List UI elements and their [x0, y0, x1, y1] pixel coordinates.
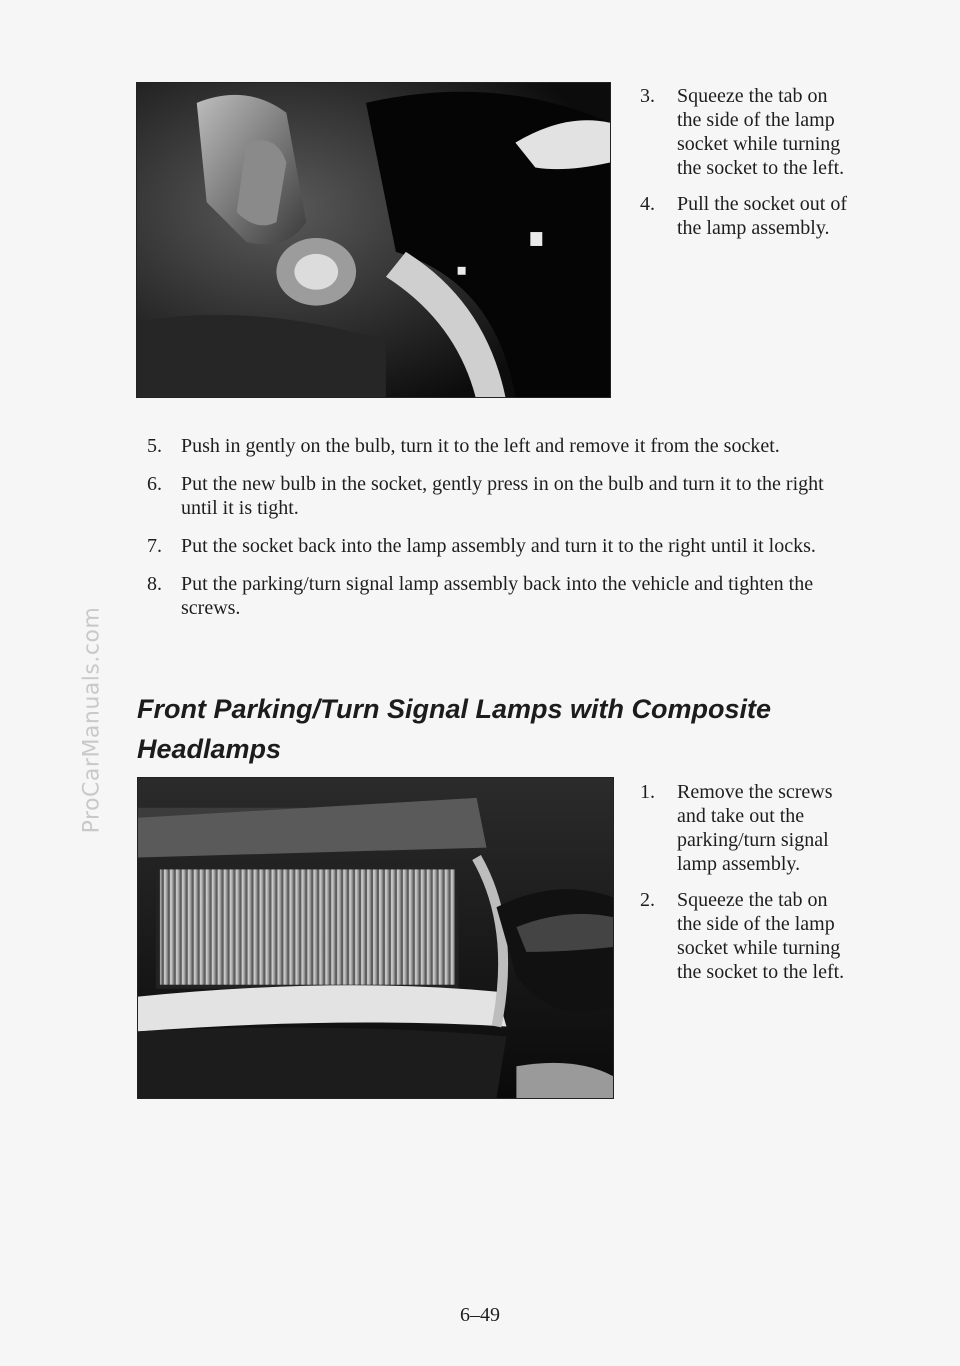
step-text: Squeeze the tab on the side of the lamp socket while turning the socket to the left.: [677, 889, 845, 983]
steps-top-list: [640, 84, 850, 252]
step-number: 6.: [147, 473, 162, 495]
list-item: [147, 434, 847, 458]
steps-main-list: [147, 434, 847, 634]
step-text: Pull the socket out of the lamp assembly.: [677, 193, 847, 239]
section-heading: Front Parking/Turn Signal Lamps with Composite Headlamps: [137, 694, 772, 764]
step-number: 1.: [640, 781, 655, 803]
list-item: [640, 888, 850, 984]
list-item: [147, 534, 847, 558]
step-text: Push in gently on the bulb, turn it to the left and remove it from the socket.: [181, 435, 780, 457]
lamp-socket-photo: [136, 82, 611, 398]
step-text: Put the new bulb in the socket, gently press in on the bulb and turn it to the right until it is tight.: [181, 473, 824, 519]
parking-lamp-illustration: [138, 778, 613, 1098]
page-number: 6–49: [460, 1304, 500, 1326]
list-item: [640, 780, 850, 876]
step-number: 2.: [640, 889, 655, 911]
list-item: [640, 192, 850, 240]
steps-bottom-list: [640, 780, 850, 996]
step-text: Squeeze the tab on the side of the lamp socket while turning the socket to the left.: [677, 85, 845, 179]
step-text: Put the socket back into the lamp assembly and turn it to the right until it locks.: [181, 535, 816, 557]
step-number: 7.: [147, 535, 162, 557]
list-item: [147, 572, 847, 620]
watermark: ProCarManuals.com: [79, 606, 105, 834]
parking-lamp-photo: [137, 777, 614, 1099]
step-number: 3.: [640, 85, 655, 107]
list-item: [640, 84, 850, 180]
step-number: 5.: [147, 435, 162, 457]
step-text: Remove the screws and take out the parking/turn signal lamp assembly.: [677, 781, 833, 875]
step-text: Put the parking/turn signal lamp assembly back into the vehicle and tighten the screws.: [181, 573, 814, 619]
lamp-socket-illustration: [137, 83, 610, 397]
step-number: 8.: [147, 573, 162, 595]
step-number: 4.: [640, 193, 655, 215]
list-item: [147, 472, 847, 520]
